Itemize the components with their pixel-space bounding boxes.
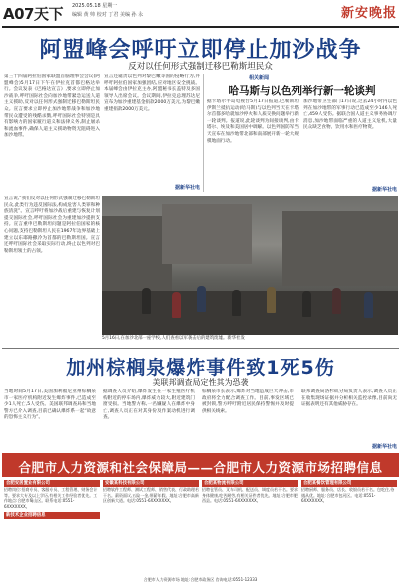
- ad-2-title: 安徽某科技有限公司: [103, 480, 199, 487]
- story3-headline: 加州棕榈泉爆炸事件致1死5伤: [66, 357, 335, 379]
- recruitment-banner: [2, 453, 399, 477]
- issue-date: 2025.05.18 星期一: [72, 3, 118, 9]
- section-divider: [2, 348, 399, 349]
- story3-subhead: 美联邦调查局定性其为恐袭: [152, 378, 249, 387]
- ad-column-1: [4, 480, 100, 578]
- story1-source: 据新华社电: [174, 185, 200, 191]
- story2-column-2: 加沙地带卫生部门17日说,过去24小时内以色列在加沙地带的军事行动已造成至少146人死亡,459人受伤。据联合国人道主义事务协调厅消息,加沙地带面临严重的人道主义危机,大量民众缺乏食物、饮用水和医疗物资。: [303, 99, 397, 131]
- ad-column-3: [202, 480, 298, 578]
- ad-footer: 合肥市人力资源市场 地址:合肥市政务区 咨询电话:0551-12333: [143, 577, 258, 582]
- story1-headline: 阿盟峰会呼吁立即停止加沙战争: [39, 38, 362, 63]
- ad-column-4: [301, 480, 397, 578]
- story3-column-4: 联邦调查局洛杉矶分局负责人表示,调查人员正在收集现场证据并分析相关监控录像,目前尚无证据表明还有其他威胁存在。: [301, 389, 397, 408]
- story3-column-1: 当地时间5月17日,美国加利福尼亚州棕榈泉市一家医疗机构附近发生爆炸事件,已造成至少1人死亡,5人受伤。美国联邦调查局和当地警方已介入调查,目前已确认爆炸系一起“故意的恐怖主义行为”。: [4, 389, 96, 421]
- story1-column-1: 第三十四届阿拉伯国家联盟首脑理事会会议(阿盟峰会)5月17日下午在伊拉克首都巴格达举行。会议发表《巴格达宣言》,要求立即停止加沙战争,呼吁国际社会向加沙地带紧急运送人道主义援助,反对以任何形式强制迁移巴勒斯坦民众。宣言要求立即停止加沙地带战争和加沙地带民众遭受的残酷杀戮,呼吁国际社会特别是具有影响力的国家履行道义和法律义务,制止屠杀和流血事件,确保人道主义援助物资无阻碍进入加沙地带。: [4, 74, 100, 139]
- photo-caption: 5月16日,在加沙北部一座学校,人们查看以军袭击后的建筑废墟。新华社发: [102, 336, 245, 341]
- story3-column-2: 据调查人员介绍,爆炸发生在一家生殖医疗机构附近的停车场内,爆炸威力较大,附近建筑门窗受损。当地警方称,一名嫌疑人在爆炸中身亡,调查人员正在对其身份及作案动机进行调查。: [103, 389, 195, 421]
- ad-4-title: 合肥某餐饮管理有限公司: [301, 480, 397, 487]
- story2-column-1: 据卡塔尔半岛电视台5月17日报道,巴勒斯坦伊斯兰抵抗运动(哈马斯)与以色列当天在卡塔尔首都多哈就加沙停火和人质交换问题举行新一轮谈判。报道说,此轮谈判为间接谈判,由卡塔尔、埃及和美国居中调解。以色列国防军当天宣布在加沙地带北部和南部展开新一轮大规模地面行动。: [207, 99, 299, 144]
- recruitment-banner-title: 合肥市人力资源和社会保障局——合肥市人力资源市场招聘信息: [18, 460, 383, 475]
- story1-column-3: 宣言还谴责以色列对黎巴嫩等国的侵略行为,并呼吁阿拉伯国家加强团结,应对地区安全挑战。本届峰会由伊拉克主办,阿盟秘书长盖特及多国领导人出席会议。会议期间,伊拉克总理苏达尼宣布为加沙重建基金捐款2000万美元,为黎巴嫩重建捐款2000万美元。: [104, 74, 200, 112]
- masthead: [0, 0, 401, 26]
- news-photo: [102, 196, 398, 335]
- ad-column-2: [103, 480, 199, 578]
- story2-headline: 哈马斯与以色列举行新一轮谈判: [228, 85, 376, 97]
- ad-1-subtitle: 新技术企业招聘信息: [4, 512, 100, 519]
- editor-credits: 编辑 黄 帅 校对 丁君 美编 孙 永: [72, 12, 144, 18]
- ad-2-text: 招聘软件工程师、测试工程师、销售代表、行政助理若干名。薪资面议,五险一金,带薪年假。地址:合肥市高新区创新大道。电话:0551-6XXXXXXX。: [103, 487, 199, 504]
- story2-source: 据新华社电: [371, 187, 397, 193]
- story3-source: 据新华社电: [371, 444, 397, 450]
- ad-1-text: 招聘岗位:招商专员、客服专员、工程管理、财务会计等。要求大专及以上学历,有相关工作经验者优先。工作地点:合肥市蜀山区。联系电话:0551-6XXXXXXX。: [4, 487, 98, 509]
- story1-column-2: 宣言说,“我们反对以任何形式强制迁移巴勒斯坦民众,此类行为违反国际法,构成危害人类罪和种族清洗”。宣言呼吁将加沙战后重建与恢复计划提交国际社会,呼吁国际社会为重建加沙提供支持。宣言重申巴勒斯坦问题是阿拉伯国家的核心问题,支持巴勒斯坦人民在1967年边界基础上建立以东耶路撒冷为首都的巴勒斯坦国。宣言还呼吁国际社会采取实际行动,终止以色列对巴勒斯坦领土的占领。: [4, 196, 100, 254]
- masthead-divider: [2, 26, 399, 28]
- story3-column-3: 棕榈泉市长表示,爆炸对当地造成巨大冲击,市政府将全力配合调查工作。目前,事发区域已被封锁,警方呼吁附近居民保持警惕并及时提供相关线索。: [202, 389, 294, 414]
- story1-subhead: 反对以任何形式强制迁移巴勒斯坦民众: [128, 62, 273, 72]
- ad-3-title: 合肥某物流有限公司: [202, 480, 298, 487]
- ad-1-title: 合肥安居置业有限公司: [4, 480, 100, 487]
- page-section-label: A07天下: [3, 5, 63, 23]
- ad-4-text: 招聘厨师、服务员、店长、收银员若干名。包吃住,待遇从优。地址:合肥市包河区。电话:0551-6XXXXXXX。: [301, 487, 395, 504]
- ad-3-text: 招聘仓管员、叉车司机、配送员、调度员若干名。要求身体健康,吃苦耐劳,有相关证件者优先。地址:合肥市肥西县。电话:0551-6XXXXXXX。: [202, 487, 298, 504]
- related-news-label: 相关新闻: [249, 75, 270, 81]
- column-divider: [203, 74, 204, 192]
- newspaper-logo: 新安晚报: [340, 6, 397, 21]
